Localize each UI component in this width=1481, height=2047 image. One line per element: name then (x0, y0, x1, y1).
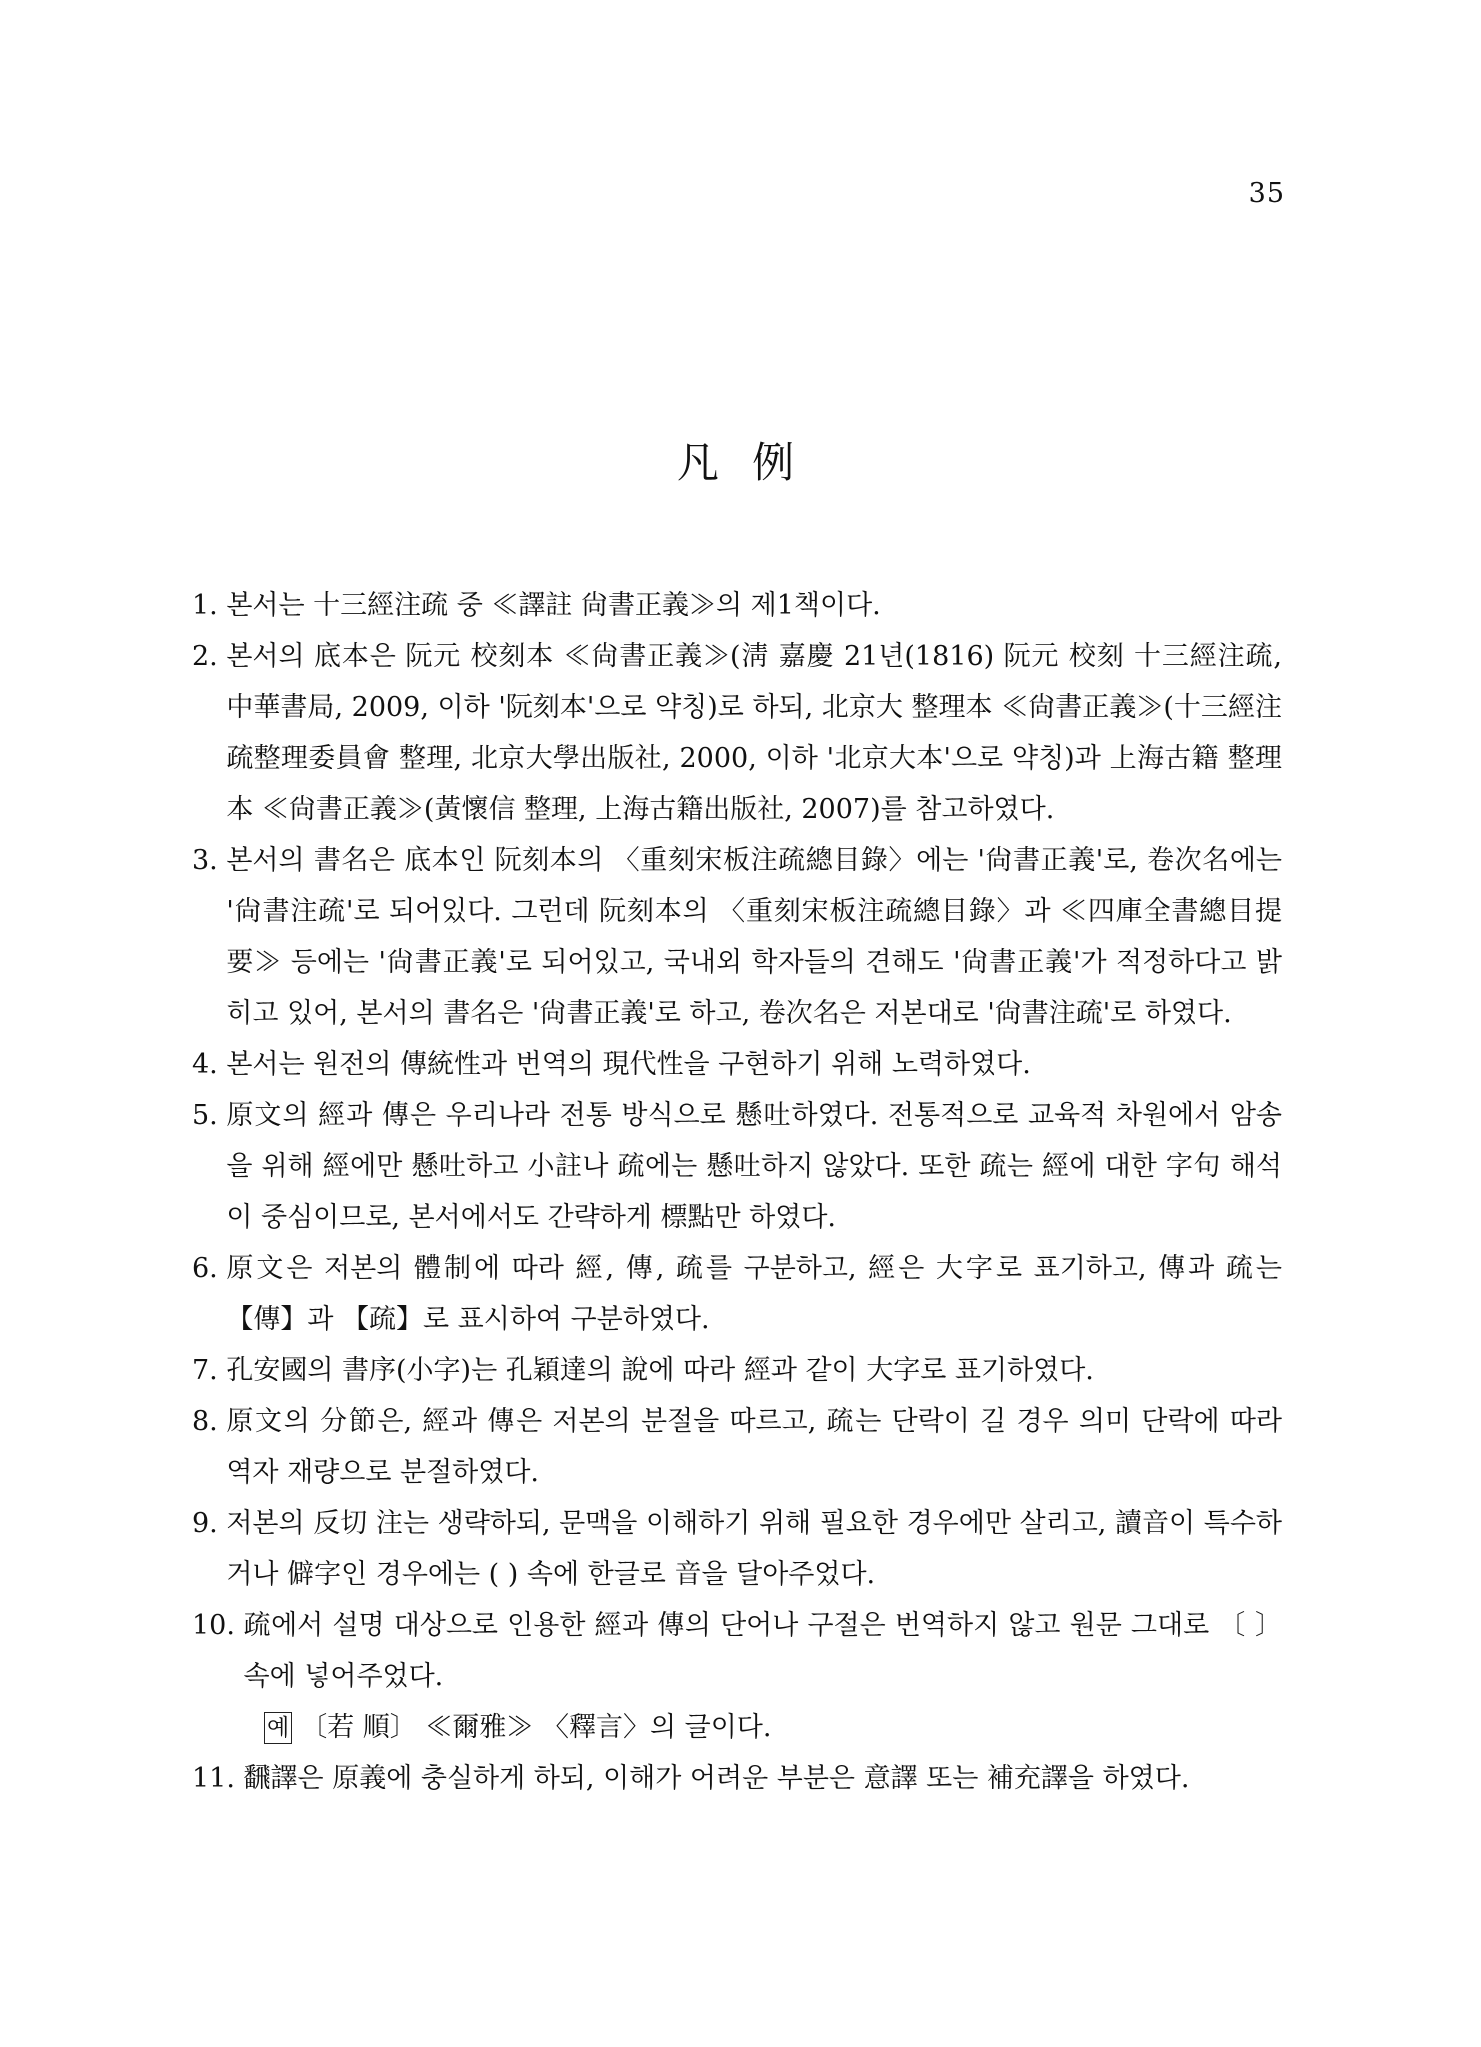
rules-list (192, 580, 1282, 1804)
rule-text: 原文의 經과 傳은 우리나라 전통 방식으로 懸吐하였다. 전통적으로 교육적 차원에서 암송을 위해 經에만 懸吐하고 小註나 疏에는 懸吐하지 않았다. 또한 疏는 經에 대한 字句 해석이 중심이므로, 본서에서도 간략하게 標點만 하였다. (226, 1100, 1282, 1233)
rule-text: 본서의 書名은 底本인 阮刻本의 〈重刻宋板注疏總目錄〉에는 '尙書正義'로, 卷次名에는 '尙書注疏'로 되어있다. 그런데 阮刻本의 〈重刻宋板注疏總目錄〉과 ≪四庫全書總目提要≫ 등에는 '尙書正義'로 되어있고, 국내외 학자들의 견해도 '尙書正義'가 적정하다고 밝히고 있어, 본서의 書名은 '尙書正義'로 하고, 卷次名은 저본대로 '尙書注疏'로 하였다. (226, 845, 1282, 1029)
rule-item (192, 835, 1282, 1039)
example-mark: 예 (264, 1712, 292, 1744)
rule-item (192, 631, 1282, 835)
page-title: 凡 例 (676, 438, 805, 487)
rule-text: 疏에서 설명 대상으로 인용한 經과 傳의 단어나 구절은 번역하지 않고 원문 그대로 〔 〕 속에 넣어주었다. (243, 1610, 1282, 1692)
rule-item (192, 1345, 1282, 1396)
rule-text: 저본의 反切 注는 생략하되, 문맥을 이해하기 위해 필요한 경우에만 살리고, 讀音이 특수하거나 僻字인 경우에는 ( ) 속에 한글로 音을 달아주었다. (226, 1508, 1282, 1590)
rule-item (192, 1753, 1282, 1804)
rule-text: 原文의 分節은, 經과 傳은 저본의 분절을 따르고, 疏는 단락이 길 경우 의미 단락에 따라 역자 재량으로 분절하였다. (226, 1406, 1282, 1488)
rule-item (192, 1090, 1282, 1243)
rule-number: 2. (192, 641, 227, 672)
rule-item (192, 1039, 1282, 1090)
rule-text: 孔安國의 書序(小字)는 孔穎達의 說에 따라 經과 같이 大字로 표기하였다. (226, 1355, 1094, 1386)
rule-text: 原文은 저본의 體制에 따라 經, 傳, 疏를 구분하고, 經은 大字로 표기하고, 傳과 疏는 【傳】과 【疏】로 표시하여 구분하였다. (226, 1253, 1282, 1335)
rule-number: 3. (192, 845, 227, 876)
rule-number: 1. (192, 590, 227, 621)
rule-number: 8. (192, 1406, 227, 1437)
rule-item (192, 580, 1282, 631)
rule-number: 10. (192, 1610, 244, 1641)
example-text: 〔若 順〕 ≪爾雅≫ 〈釋言〉의 글이다. (300, 1712, 772, 1743)
example-line (192, 1702, 1282, 1753)
rule-text: 본서의 底本은 阮元 校刻本 ≪尙書正義≫(淸 嘉慶 21년(1816) 阮元 校刻 十三經注疏, 中華書局, 2009, 이하 '阮刻本'으로 약칭)로 하되, 北京大 整理本 ≪尙書正義≫(十三經注疏整理委員會 整理, 北京大學出版社, 2000, 이하 '北京大本'으로 약칭)과 上海古籍 整理本 ≪尙書正義≫(黃懷信 整理, 上海古籍出版社, 2007)를 참고하였다. (226, 641, 1282, 825)
page-number: 35 (1248, 178, 1285, 209)
rule-number: 11. (192, 1763, 244, 1794)
rule-item (192, 1498, 1282, 1600)
rule-text: 飜譯은 原義에 충실하게 하되, 이해가 어려운 부분은 意譯 또는 補充譯을 하였다. (243, 1763, 1190, 1794)
rule-number: 4. (192, 1049, 227, 1080)
rule-item (192, 1600, 1282, 1702)
rule-number: 9. (192, 1508, 227, 1539)
rule-number: 7. (192, 1355, 227, 1386)
rule-item (192, 1396, 1282, 1498)
rule-text: 본서는 十三經注疏 중 ≪譯註 尙書正義≫의 제1책이다. (226, 590, 881, 621)
rule-text: 본서는 원전의 傳統性과 번역의 現代性을 구현하기 위해 노력하였다. (226, 1049, 1031, 1080)
rule-number: 5. (192, 1100, 227, 1131)
rule-item (192, 1243, 1282, 1345)
rule-number: 6. (192, 1253, 227, 1284)
